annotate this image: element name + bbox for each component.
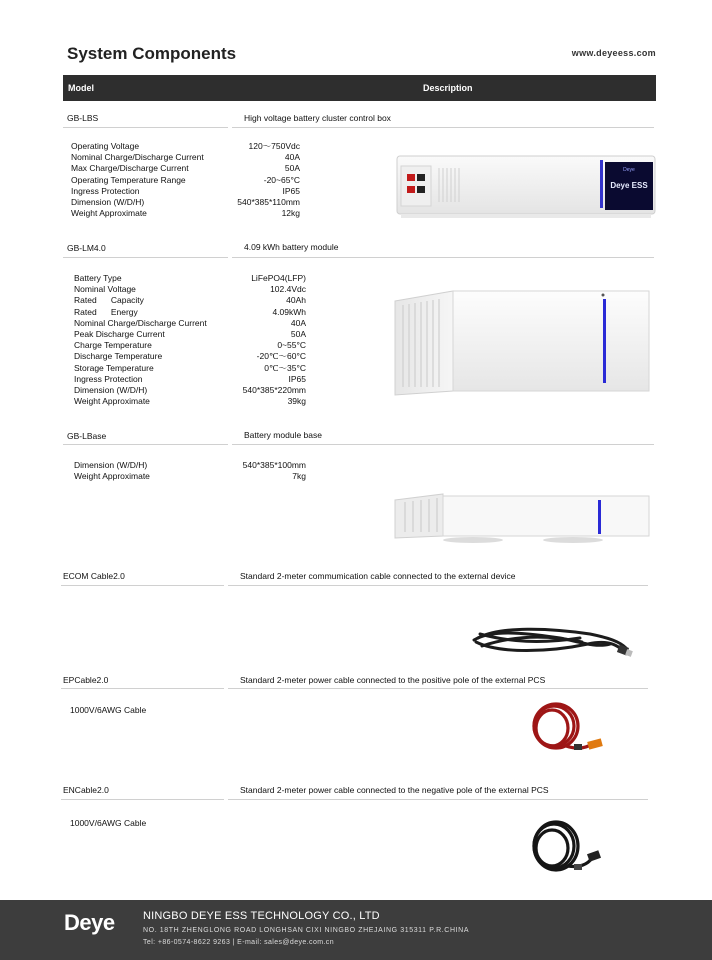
- spec-label: Dimension (W/D/H): [71, 197, 145, 208]
- component-model: EPCable2.0: [63, 675, 109, 685]
- spec-value: 50A: [290, 329, 306, 340]
- spec-value: 0℃～35°C: [264, 362, 306, 373]
- deye-logo: Deye: [64, 910, 115, 935]
- footer-contact: Tel: +86-0574-8622 9263 | E-mail: sales@deye.com.cn: [143, 939, 335, 946]
- page-title: System Components: [67, 44, 237, 63]
- spec-label: Weight Approximate: [71, 208, 147, 219]
- screen-brand-label: Deye ESS: [610, 181, 648, 190]
- spec-value: 540*385*110mm: [237, 197, 300, 208]
- spec-value: LiFePO4(LFP): [251, 273, 306, 283]
- spec-label: Storage Temperature: [74, 362, 154, 373]
- component-description: Standard 2-meter power cable connected to the negative pole of the external PCS: [240, 785, 549, 795]
- footer-address: NO. 18TH ZHENGLONG ROAD LONGHSAN CIXI NINGBO ZHEJAING 315311 P.R.CHINA: [143, 927, 470, 934]
- spec-label: Ingress Protection: [74, 373, 143, 384]
- spec-values: [204, 460, 306, 482]
- spec-label: Nominal Voltage: [74, 284, 136, 295]
- spec-value: IP65: [282, 185, 300, 196]
- spec-value: 40Ah: [286, 295, 306, 306]
- spec-label: Nominal Charge/Discharge Current: [74, 317, 207, 328]
- spec-value: 120～750Vdc: [248, 141, 300, 151]
- spec-label: Operating Voltage: [71, 141, 140, 151]
- spec-label: Rated Capacity: [74, 295, 144, 306]
- communication-cable-image: [470, 620, 635, 665]
- spec-label: Weight Approximate: [74, 396, 150, 407]
- spec-label: Discharge Temperature: [74, 351, 163, 362]
- spec-value: 50A: [284, 163, 300, 174]
- spec-values: [204, 273, 306, 407]
- spec-value: -20℃～60°C: [256, 351, 306, 362]
- spec-label: Dimension (W/D/H): [74, 385, 148, 396]
- spec-label: Battery Type: [74, 273, 122, 283]
- spec-label: Ingress Protection: [71, 185, 140, 196]
- component-description: Battery module base: [244, 430, 322, 440]
- module-base-image: [393, 492, 653, 544]
- spec-value: 0~55°C: [277, 340, 306, 351]
- spec-label: Charge Temperature: [74, 340, 152, 351]
- spec-value: 7kg: [292, 471, 306, 482]
- spec-value: 12kg: [281, 208, 300, 219]
- spec-value: 40A: [284, 152, 300, 163]
- component-description: 4.09 kWh battery module: [244, 242, 339, 252]
- model-column-header: Model: [68, 83, 94, 93]
- spec-label: Operating Temperature Range: [71, 174, 186, 185]
- component-model: GB-LM4.0: [67, 243, 106, 253]
- spec-label: Weight Approximate: [74, 471, 150, 482]
- battery-module-image: [393, 287, 653, 399]
- website-link[interactable]: www.deyeess.com: [571, 48, 656, 58]
- spec-label: Rated Energy: [74, 306, 138, 317]
- spec-label: Max Charge/Discharge Current: [71, 163, 189, 174]
- component-model: ECOM Cable2.0: [63, 571, 125, 581]
- spec-value: 39kg: [287, 396, 306, 407]
- spec-label: Nominal Charge/Discharge Current: [71, 152, 204, 163]
- component-description: Standard 2-meter power cable connected to the positive pole of the external PCS: [240, 675, 546, 685]
- description-column-header: Description: [423, 83, 473, 93]
- spec-value: -20~65°C: [263, 174, 300, 185]
- footer-company-name: NINGBO DEYE ESS TECHNOLOGY CO., LTD: [143, 910, 380, 922]
- component-model: GB-LBS: [67, 113, 99, 123]
- component-description: High voltage battery cluster control box: [244, 113, 391, 123]
- spec-value: 4.09kWh: [272, 306, 306, 317]
- spec-label: Peak Discharge Current: [74, 329, 165, 340]
- spec-label: 1000V/6AWG Cable: [70, 705, 147, 715]
- spec-value: 540*385*220mm: [242, 385, 306, 396]
- screen-small-label: Deye: [623, 167, 635, 173]
- component-model: GB-LBase: [67, 431, 107, 441]
- spec-value: 102.4Vdc: [270, 284, 306, 295]
- table-header: [63, 75, 656, 101]
- spec-value: 540*385*100mm: [242, 460, 306, 470]
- spec-values: [200, 141, 300, 219]
- control-box-image: [395, 152, 660, 224]
- spec-label: 1000V/6AWG Cable: [70, 818, 147, 828]
- negative-power-cable-image: [526, 818, 608, 876]
- spec-label: Dimension (W/D/H): [74, 460, 148, 470]
- component-model: ENCable2.0: [63, 785, 109, 795]
- spec-value: 40A: [290, 317, 306, 328]
- spec-value: IP65: [288, 373, 306, 384]
- positive-power-cable-image: [526, 700, 608, 758]
- component-description: Standard 2-meter commumication cable connected to the external device: [240, 571, 516, 581]
